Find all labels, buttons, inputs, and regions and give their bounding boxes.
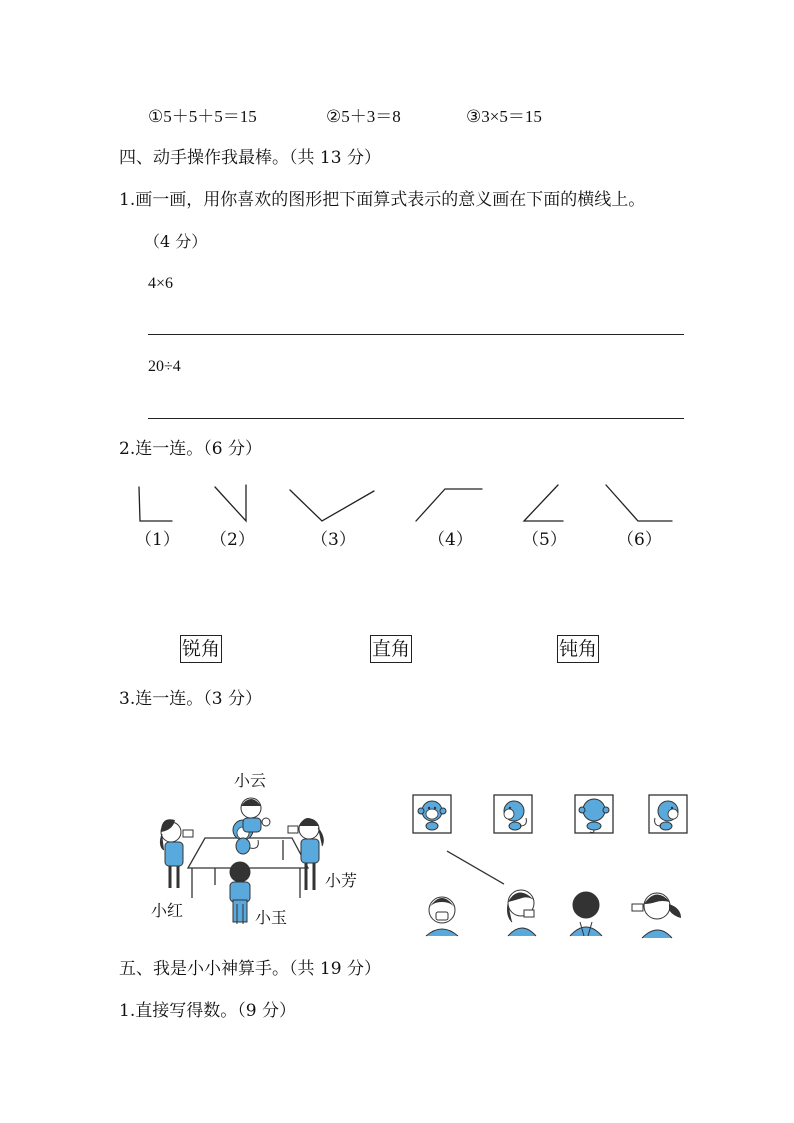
child-xiaoyu	[230, 862, 250, 924]
angle-label-5: （5）	[522, 530, 567, 550]
angle-label-6: （6）	[617, 530, 662, 550]
question-4-3-text: 3.连一连。（3 分）	[119, 689, 262, 709]
child-portrait-4	[632, 893, 681, 938]
category-right-box[interactable]: 直角	[370, 635, 412, 663]
section-4-title: 四、动手操作我最棒。（共 13 分）	[119, 148, 381, 168]
child-xiaoyun	[241, 798, 270, 832]
option-2: ②5＋3＝8	[326, 107, 401, 126]
option-1: ①5＋5＋5＝15	[148, 107, 257, 126]
angle-label-1: （1）	[135, 530, 180, 550]
name-xiaoyu: 小玉	[255, 908, 288, 927]
child-portrait-3	[570, 892, 602, 936]
child-portrait-1	[426, 897, 458, 936]
category-obtuse-box[interactable]: 钝角	[557, 635, 599, 663]
question-5-1-text: 1.直接写得数。（9 分）	[119, 1001, 296, 1021]
angle-label-4: （4）	[428, 530, 473, 550]
expression-20div4: 20÷4	[148, 358, 181, 375]
example-connect-line	[447, 851, 504, 884]
child-xiaohong	[160, 819, 193, 888]
expression-4x6: 4×6	[148, 275, 174, 292]
question-4-2-text: 2.连一连。（6 分）	[119, 439, 262, 459]
angle-label-2: （2）	[210, 530, 255, 550]
question-4-1-score: （4 分）	[144, 232, 208, 251]
angle-label-3: （3）	[311, 530, 356, 550]
name-xiaoyun: 小云	[234, 771, 267, 790]
child-portrait-2	[508, 890, 537, 936]
question-4-1-text: 1.画一画，用你喜欢的图形把下面算式表示的意义画在下面的横线上。	[119, 190, 646, 210]
category-acute-box[interactable]: 锐角	[180, 635, 222, 663]
section-5-title: 五、我是小小神算手。（共 19 分）	[119, 959, 381, 979]
name-xiaofang: 小芳	[325, 871, 358, 890]
name-xiaohong: 小红	[151, 901, 184, 920]
option-3: ③3×5＝15	[466, 107, 542, 126]
